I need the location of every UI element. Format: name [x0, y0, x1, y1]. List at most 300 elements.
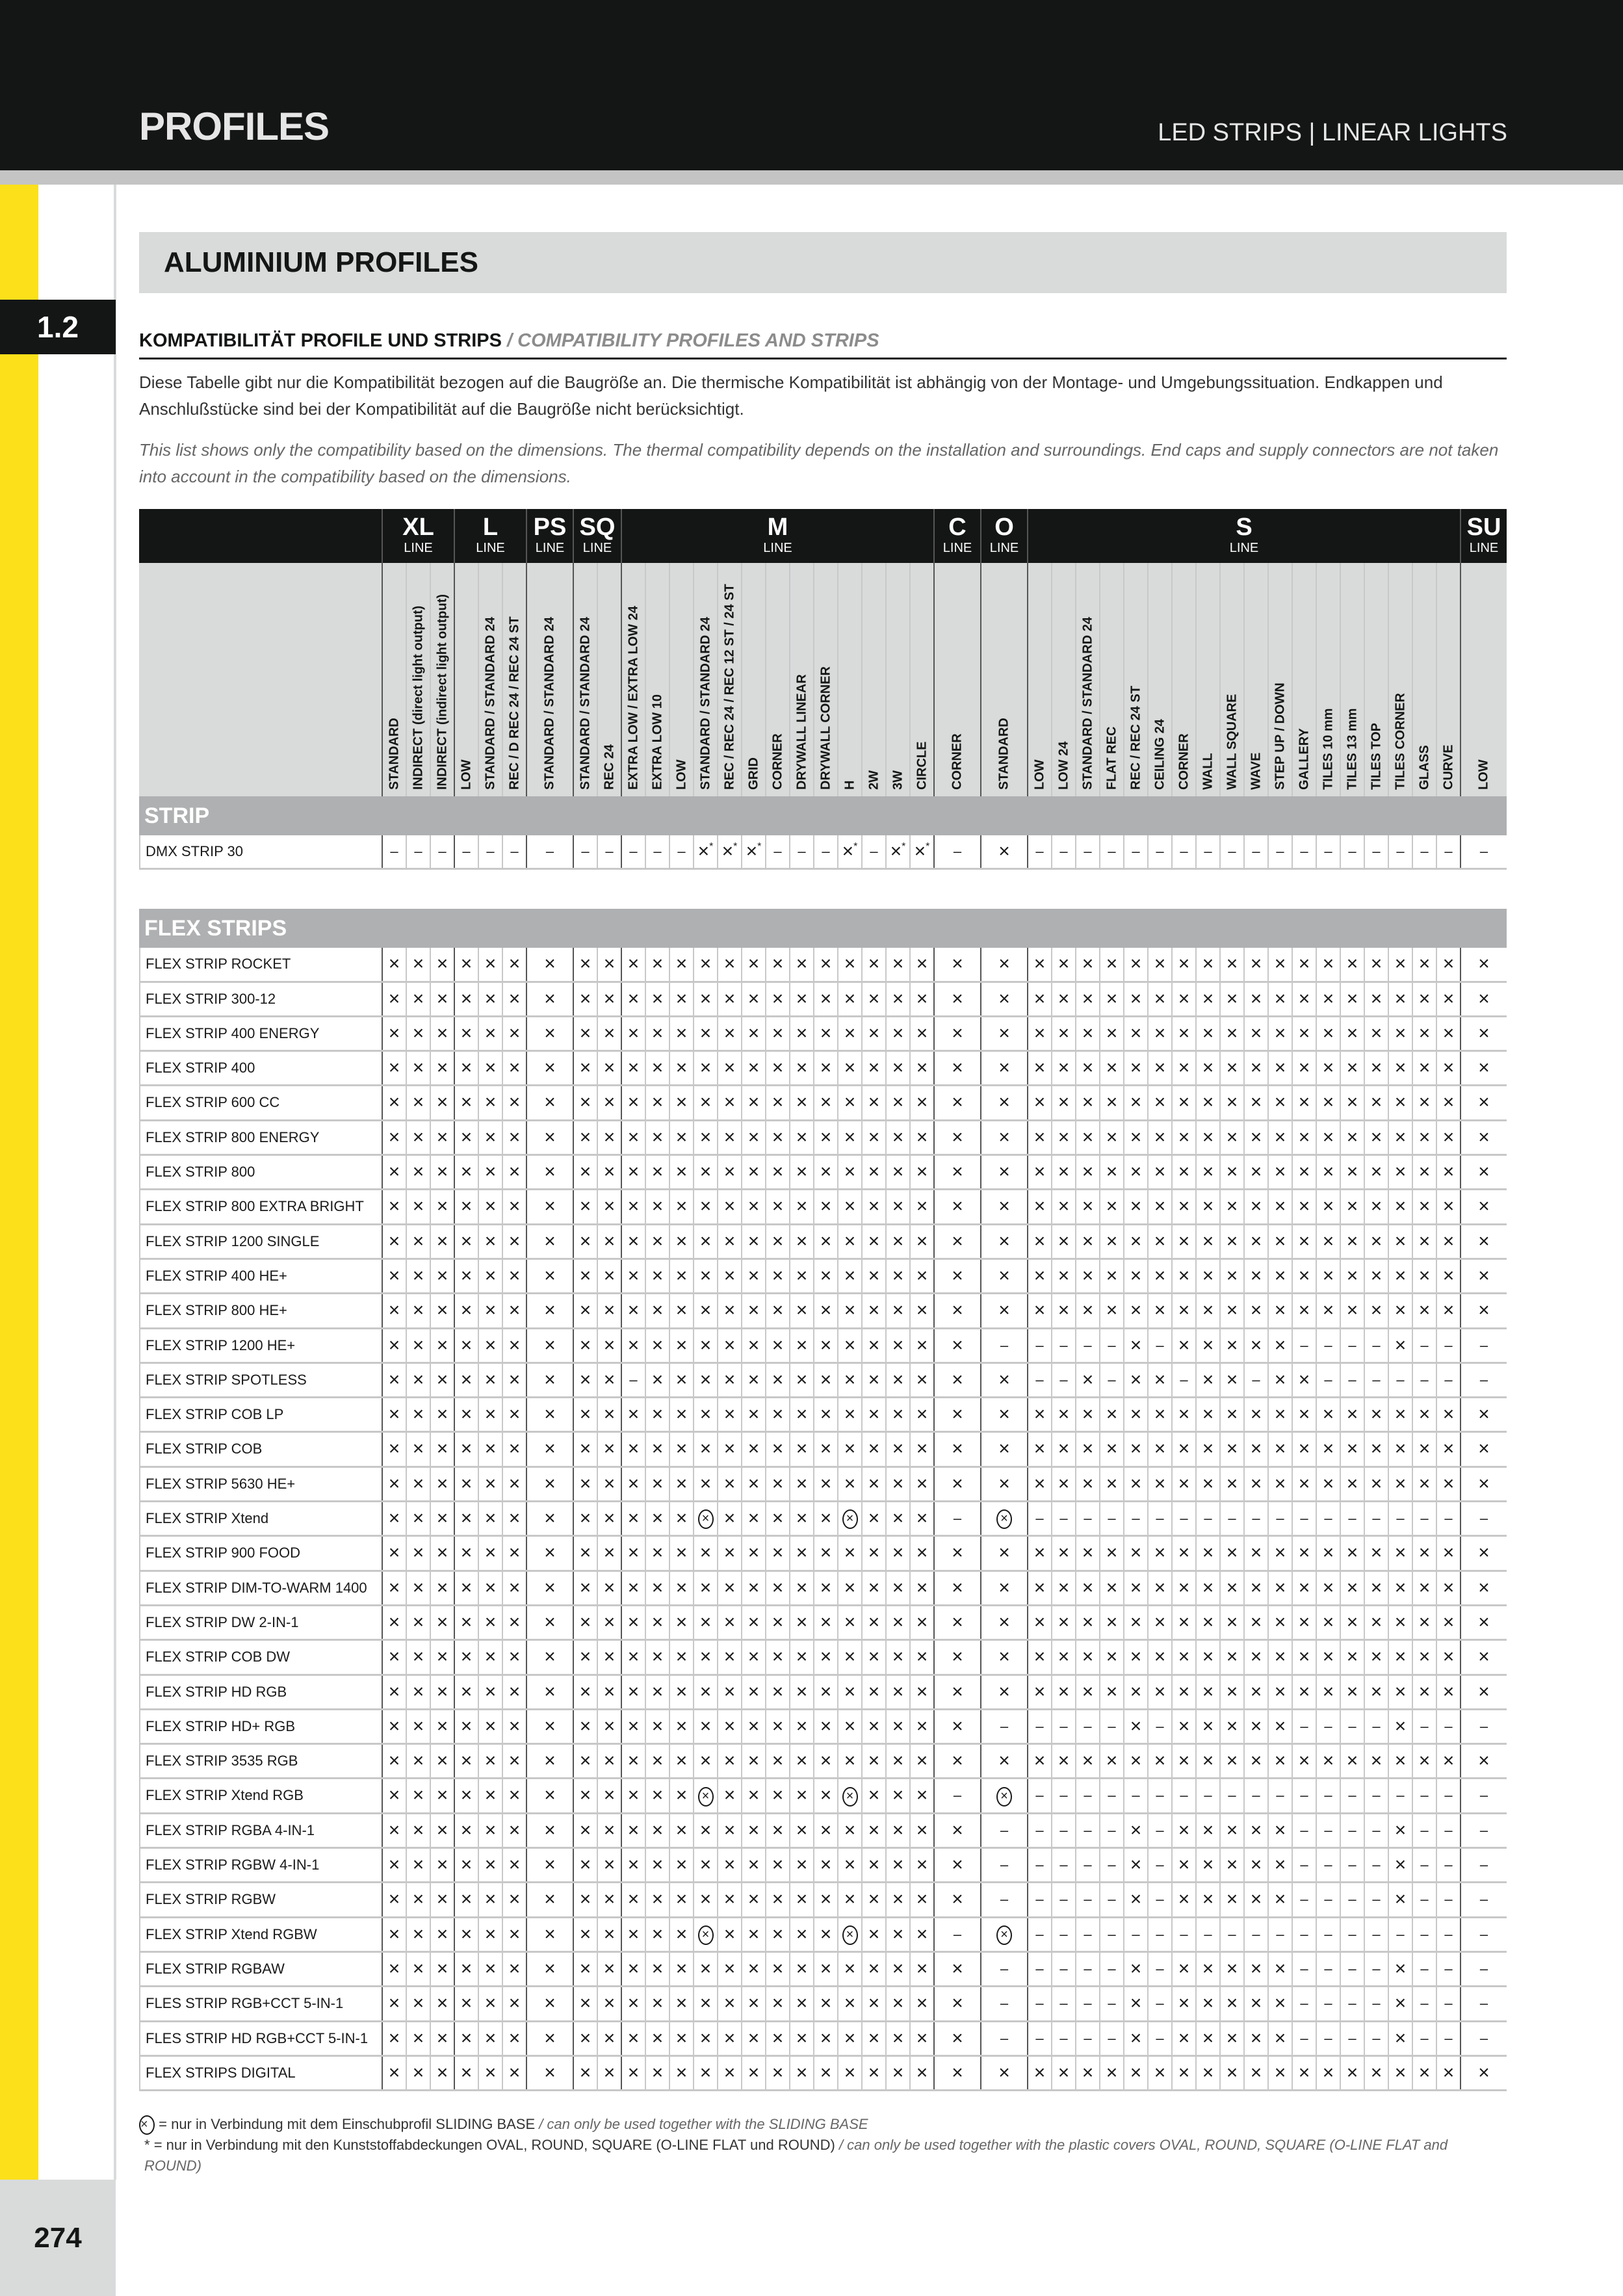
column-header-label: STANDARD	[387, 718, 401, 790]
compat-cell: ×	[885, 983, 909, 1015]
compat-cell: ×	[406, 1190, 430, 1223]
group-name: L	[482, 514, 499, 541]
compat-cell: ×	[669, 1502, 693, 1535]
compat-cell: ×	[1460, 1225, 1507, 1258]
compat-cell: ×	[454, 1710, 478, 1743]
compat-cell: ×	[1292, 1294, 1316, 1327]
compat-cell: ×	[1123, 1398, 1147, 1431]
compat-cell: ×	[861, 1433, 885, 1465]
compat-cell: ×	[1051, 1572, 1075, 1604]
column-header	[1099, 563, 1123, 796]
compat-cell: ×	[454, 1156, 478, 1188]
compat-cell: ×	[430, 1052, 454, 1084]
compat-cell: ×	[406, 1294, 430, 1327]
compat-cell: ×	[1147, 1121, 1171, 1154]
compat-cell: ×	[1243, 1814, 1267, 1847]
compat-cell: –	[1436, 1918, 1460, 1951]
compat-cell: ×	[717, 1121, 741, 1154]
compat-cell: –	[1364, 1779, 1388, 1812]
compat-cell: ×	[1123, 1572, 1147, 1604]
row-label: FLEX STRIP 3535 RGB	[139, 1745, 382, 1777]
compat-cell: ×	[502, 2057, 526, 2089]
column-header	[765, 563, 789, 796]
compat-cell: ×	[382, 1814, 406, 1847]
compat-cell: –	[1316, 1814, 1340, 1847]
compat-cell: ×	[741, 1156, 765, 1188]
column-header	[1171, 563, 1195, 796]
row-label: FLEX STRIP Xtend RGBW	[139, 1918, 382, 1951]
compat-cell: ×	[1243, 1225, 1267, 1258]
compat-cell: ×	[1171, 1121, 1195, 1154]
compat-cell: ×	[502, 1502, 526, 1535]
compat-cell: ×	[1171, 1606, 1195, 1639]
compat-cell: ×	[717, 1086, 741, 1119]
compatibility-heading	[139, 330, 1507, 359]
compat-cell: ×	[909, 1641, 933, 1673]
column-header	[597, 563, 621, 796]
compat-cell: ×	[1243, 1676, 1267, 1708]
group-name: PS	[533, 514, 567, 541]
compat-cell: ×	[621, 1953, 645, 1985]
compat-cell: ×	[885, 2057, 909, 2089]
compat-cell: ×	[1075, 1641, 1099, 1673]
compat-cell: ×	[1340, 1156, 1364, 1188]
compat-cell: ×	[717, 1017, 741, 1050]
row-label: FLEX STRIP COB DW	[139, 1641, 382, 1673]
compat-cell: ×	[406, 1433, 430, 1465]
compat-cell: –	[1388, 1364, 1412, 1396]
column-header-label: REC / REC 24 ST	[1128, 685, 1143, 790]
compat-cell: –	[1412, 1710, 1436, 1743]
column-header-label: TILES TOP	[1369, 723, 1383, 790]
compat-cell: ×	[1195, 1086, 1219, 1119]
group-sub: LINE	[1229, 541, 1259, 555]
compat-cell: ×	[1243, 1641, 1267, 1673]
compat-cell: ×	[765, 1745, 789, 1777]
compat-cell: ×	[645, 1260, 669, 1292]
compat-cell: ×	[1316, 948, 1340, 980]
compat-cell: ×	[1195, 1294, 1219, 1327]
compat-cell: ×	[1171, 1052, 1195, 1084]
compat-cell: ×	[502, 1641, 526, 1673]
compat-cell: ×	[1412, 1225, 1436, 1258]
compat-cell: ×	[430, 1433, 454, 1465]
compat-cell: ×	[837, 1883, 861, 1916]
compat-cell: ×	[478, 1329, 502, 1362]
compat-cell: ×	[741, 1676, 765, 1708]
compat-cell: ×	[430, 1987, 454, 2020]
compat-cell: ×	[885, 1433, 909, 1465]
compat-cell: –	[1412, 1502, 1436, 1535]
compat-cell: ×	[837, 1676, 861, 1708]
compat-cell: –	[1340, 1918, 1364, 1951]
compat-cell: ×	[406, 1918, 430, 1951]
compat-cell: ×	[980, 1676, 1027, 1708]
compat-cell: ×	[597, 1606, 621, 1639]
compat-cell: ×	[1436, 1433, 1460, 1465]
compat-cell: ×	[933, 1814, 980, 1847]
compat-cell: ×	[1316, 1017, 1340, 1050]
compat-cell: ×	[1075, 1676, 1099, 1708]
compat-cell: ×	[526, 1468, 573, 1500]
compat-cell: ×	[502, 1121, 526, 1154]
compat-cell: ×	[765, 1953, 789, 1985]
compat-cell: ×	[1219, 1537, 1243, 1569]
compat-cell: ×	[406, 1398, 430, 1431]
compat-cell: ×	[621, 983, 645, 1015]
compat-cell: ×	[1292, 1052, 1316, 1084]
compat-cell: ×	[454, 1329, 478, 1362]
compat-cell: ×	[1412, 1537, 1436, 1569]
compat-cell: ×	[1292, 1260, 1316, 1292]
compat-cell: ×	[430, 1572, 454, 1604]
compat-cell: –	[1436, 2022, 1460, 2055]
compat-cell: ×	[1316, 1121, 1340, 1154]
compat-cell: –	[1027, 1953, 1051, 1985]
compatibility-table	[139, 509, 1507, 2091]
compat-cell: –	[1436, 1710, 1460, 1743]
compat-cell: –	[1316, 1883, 1340, 1916]
compat-cell: –	[1436, 1364, 1460, 1396]
compat-cell: ×	[1340, 1294, 1364, 1327]
compat-cell: ×	[909, 1398, 933, 1431]
compat-cell: ×	[1147, 1017, 1171, 1050]
compat-cell: ×	[1267, 1537, 1292, 1569]
compat-cell: ×	[430, 1606, 454, 1639]
compat-cell: ×	[717, 1156, 741, 1188]
compat-cell: ×	[382, 1017, 406, 1050]
compat-cell: –	[1364, 2022, 1388, 2055]
compat-cell: ×	[861, 2057, 885, 2089]
compat-cell: ×	[382, 1537, 406, 1569]
compat-cell: ×	[1436, 1398, 1460, 1431]
compat-cell: ×	[406, 1329, 430, 1362]
column-header-label: CEILING 24	[1152, 719, 1167, 790]
compat-cell: ×	[573, 1502, 597, 1535]
compat-cell: –	[1364, 1883, 1388, 1916]
compat-cell: ×	[1195, 1156, 1219, 1188]
compat-cell: ×	[789, 1779, 813, 1812]
compat-cell: –	[621, 1364, 645, 1396]
compat-cell: ×	[597, 1017, 621, 1050]
compat-cell: ×	[645, 1676, 669, 1708]
compat-cell: ×	[1219, 1745, 1243, 1777]
compat-cell: ×	[765, 2022, 789, 2055]
compat-cell: ×	[909, 1052, 933, 1084]
compat-cell: ×	[980, 1294, 1027, 1327]
compat-cell: ×	[1292, 983, 1316, 1015]
compat-cell: ×	[621, 1086, 645, 1119]
compat-cell: ×	[885, 948, 909, 980]
compat-cell: ×	[478, 1918, 502, 1951]
compat-cell: ×	[909, 1987, 933, 2020]
compat-cell: ×	[454, 1364, 478, 1396]
compat-cell: ×	[813, 1364, 837, 1396]
compat-cell: ×	[454, 1537, 478, 1569]
compat-cell: ×	[1051, 1294, 1075, 1327]
compat-cell: ×	[1075, 1606, 1099, 1639]
compat-cell: –	[1340, 1987, 1364, 2020]
compat-cell: –	[1460, 835, 1507, 868]
compat-cell: ×	[741, 1086, 765, 1119]
compat-cell: ×	[1243, 1468, 1267, 1500]
compat-cell: ×	[573, 1953, 597, 1985]
compat-cell: ×	[1051, 1225, 1075, 1258]
compat-cell: ×	[741, 1883, 765, 1916]
compat-cell: ×	[1123, 1814, 1147, 1847]
compat-cell: ×	[1075, 1086, 1099, 1119]
compat-cell: ×	[933, 1052, 980, 1084]
compat-cell: ×	[1460, 1260, 1507, 1292]
compat-cell: ×	[1460, 1572, 1507, 1604]
compat-cell: ×	[382, 1225, 406, 1258]
compat-cell: ×	[933, 1883, 980, 1916]
header-band	[0, 0, 1623, 170]
compat-cell: ×	[933, 983, 980, 1015]
compat-cell: ×	[933, 2022, 980, 2055]
compat-cell: –	[669, 835, 693, 868]
compat-cell: –	[1075, 835, 1099, 868]
compat-cell: ×	[1027, 1225, 1051, 1258]
compat-cell: –	[1099, 1710, 1123, 1743]
compat-cell: –	[1147, 1953, 1171, 1985]
compat-cell: ×	[789, 1849, 813, 1881]
compat-cell: –	[1436, 1329, 1460, 1362]
column-header-label: REC / D REC 24 / REC 24 ST	[507, 616, 521, 790]
compat-cell: –	[1292, 2022, 1316, 2055]
compat-cell: ×	[813, 1987, 837, 2020]
compat-cell: ×	[1195, 1537, 1219, 1569]
compat-cell: ×	[837, 1987, 861, 2020]
column-header-label: LOW	[1476, 759, 1491, 790]
compat-cell: –	[1364, 1814, 1388, 1847]
compat-cell: ×	[573, 983, 597, 1015]
compat-cell: –	[1027, 1849, 1051, 1881]
compat-cell: ×	[454, 1987, 478, 2020]
compat-cell: –	[1099, 1364, 1123, 1396]
compat-cell: ×	[454, 1468, 478, 1500]
row-label: FLEX STRIP Xtend	[139, 1502, 382, 1535]
compat-cell: ×	[1075, 1294, 1099, 1327]
compat-cell: ×	[837, 1052, 861, 1084]
compat-cell: ×	[1412, 1260, 1436, 1292]
compat-cell: ×	[1051, 948, 1075, 980]
compat-cell: ×	[1388, 1017, 1412, 1050]
compat-cell: ×	[741, 1953, 765, 1985]
compat-cell: ×	[789, 1329, 813, 1362]
compat-cell: –	[454, 835, 478, 868]
compat-cell: ×	[382, 948, 406, 980]
compat-cell: ×	[933, 1329, 980, 1362]
compat-cell: ×	[1243, 1052, 1267, 1084]
compat-cell: ×	[526, 1572, 573, 1604]
section-header-flex-strips: FLEX STRIPS	[139, 909, 1507, 948]
compat-cell: ×	[741, 1052, 765, 1084]
compat-cell: ×	[526, 983, 573, 1015]
compat-cell: –	[1340, 1364, 1364, 1396]
table-row	[139, 1364, 1507, 1398]
compat-cell: ×	[526, 1918, 573, 1951]
compat-cell: ×	[1267, 2022, 1292, 2055]
compat-cell: –	[1292, 1710, 1316, 1743]
compat-cell: ×	[837, 2057, 861, 2089]
compat-cell: ×	[1460, 1294, 1507, 1327]
compat-cell: ×	[1243, 1710, 1267, 1743]
compat-cell: –	[980, 1814, 1027, 1847]
table-row	[139, 1121, 1507, 1156]
compat-cell: ×	[1364, 1398, 1388, 1431]
compat-cell: ×	[1267, 1225, 1292, 1258]
column-header-label: WALL SQUARE	[1225, 694, 1239, 790]
compat-cell: ×	[717, 1572, 741, 1604]
compat-cell: ×	[526, 1190, 573, 1223]
compat-cell: ×	[502, 1294, 526, 1327]
compat-cell: ×	[909, 1156, 933, 1188]
compat-cell: ×	[669, 1121, 693, 1154]
compat-cell: ×	[765, 1676, 789, 1708]
compat-cell: ×	[1388, 1398, 1412, 1431]
compat-cell: ×	[1075, 1537, 1099, 1569]
compat-cell: ×*	[693, 835, 717, 868]
compat-cell: ×	[765, 1537, 789, 1569]
compat-cell: ×	[430, 948, 454, 980]
compat-cell	[837, 1779, 861, 1812]
compat-cell: ×	[645, 1502, 669, 1535]
compat-cell: ×	[909, 2057, 933, 2089]
compat-cell: ×	[861, 1537, 885, 1569]
column-header-label: LOW 24	[1056, 741, 1071, 790]
compat-cell: ×	[861, 1710, 885, 1743]
compat-cell: ×	[1219, 1572, 1243, 1604]
row-label: FLEX STRIP Xtend RGB	[139, 1779, 382, 1812]
compat-cell: ×	[717, 1745, 741, 1777]
compat-cell: ×	[861, 1329, 885, 1362]
compat-cell: ×	[1364, 1156, 1388, 1188]
compat-cell: ×	[1436, 1086, 1460, 1119]
compat-cell: ×	[1267, 1745, 1292, 1777]
compat-cell: –	[1147, 2022, 1171, 2055]
compat-cell: –	[1316, 1710, 1340, 1743]
row-label: FLEX STRIP RGBW 4-IN-1	[139, 1849, 382, 1881]
compat-cell: ×	[597, 1849, 621, 1881]
compat-cell: ×	[430, 1779, 454, 1812]
compat-cell: ×	[717, 1849, 741, 1881]
compat-cell: –	[1243, 835, 1267, 868]
compat-cell: ×	[765, 1017, 789, 1050]
compat-cell: ×	[1340, 1745, 1364, 1777]
compat-cell: ×	[885, 1468, 909, 1500]
compat-cell: ×	[909, 1260, 933, 1292]
compat-cell: ×	[1099, 1086, 1123, 1119]
compat-cell: ×	[621, 1398, 645, 1431]
compat-cell: –	[1123, 1918, 1147, 1951]
compat-cell: ×	[1195, 1468, 1219, 1500]
compat-cell: ×	[789, 1883, 813, 1916]
compat-cell: ×	[765, 1779, 789, 1812]
compat-cell: ×	[1195, 1190, 1219, 1223]
compat-cell: –	[1075, 1918, 1099, 1951]
compat-cell: ×	[885, 1017, 909, 1050]
compat-cell: ×	[669, 1745, 693, 1777]
compat-cell: ×	[813, 1641, 837, 1673]
compat-cell: ×	[693, 1398, 717, 1431]
compat-cell: ×	[1316, 1641, 1340, 1673]
compat-cell: ×	[933, 1260, 980, 1292]
compat-cell: ×	[1316, 1086, 1340, 1119]
compat-cell: ×	[502, 1953, 526, 1985]
compat-cell: ×	[502, 1052, 526, 1084]
column-header	[693, 563, 717, 796]
compat-cell: ×	[454, 1883, 478, 1916]
compat-cell: ×	[1243, 2022, 1267, 2055]
compat-cell: ×	[693, 1676, 717, 1708]
compat-cell: ×	[1171, 1745, 1195, 1777]
compat-cell: –	[1436, 1814, 1460, 1847]
compat-cell: ×	[454, 1294, 478, 1327]
column-header	[1147, 563, 1171, 796]
compat-cell: –	[789, 835, 813, 868]
column-header-label: WALL	[1201, 753, 1215, 790]
compat-cell: ×	[1316, 1676, 1340, 1708]
compat-cell: –	[1147, 1779, 1171, 1812]
group-sub: LINE	[942, 541, 972, 555]
compat-cell: –	[1027, 1502, 1051, 1535]
compat-cell: ×	[1436, 1537, 1460, 1569]
compat-cell: ×	[597, 1364, 621, 1396]
compat-cell: ×	[1340, 1190, 1364, 1223]
compat-cell: ×	[1123, 1745, 1147, 1777]
compat-cell: –	[1412, 1814, 1436, 1847]
compat-cell: ×	[430, 1086, 454, 1119]
compat-cell: ×	[621, 1676, 645, 1708]
compat-cell: ×	[526, 1225, 573, 1258]
column-header-label: INDIRECT (indirect light output)	[435, 594, 449, 790]
compat-cell: ×	[885, 1745, 909, 1777]
compat-cell: ×	[980, 1745, 1027, 1777]
compat-cell: ×	[1051, 1537, 1075, 1569]
compat-cell: ×	[430, 1017, 454, 1050]
compat-cell: ×	[837, 1745, 861, 1777]
group-name: SU	[1466, 514, 1501, 541]
column-header	[1364, 563, 1388, 796]
compat-cell: ×	[693, 1121, 717, 1154]
compat-cell: ×	[933, 1433, 980, 1465]
compat-cell: ×	[789, 1052, 813, 1084]
compat-cell: ×	[478, 1883, 502, 1916]
compat-cell: ×	[597, 948, 621, 980]
compat-cell: ×	[1267, 1398, 1292, 1431]
table-row	[139, 1502, 1507, 1537]
row-label: FLEX STRIP 800	[139, 1156, 382, 1188]
compat-cell: ×	[1075, 1745, 1099, 1777]
group-sub: LINE	[476, 541, 505, 555]
compat-cell: ×	[526, 1710, 573, 1743]
compat-cell: –	[1292, 1502, 1316, 1535]
compat-cell: ×	[526, 2057, 573, 2089]
compat-cell: –	[1316, 2022, 1340, 2055]
circled-x-icon: ×	[698, 1925, 714, 1945]
compat-cell: ×	[621, 1433, 645, 1465]
compat-cell: ×	[717, 1364, 741, 1396]
column-header	[1243, 563, 1267, 796]
column-header-label: STANDARD	[996, 718, 1011, 790]
compat-cell: ×	[1219, 1017, 1243, 1050]
column-header-label: EXTRA LOW 10	[650, 694, 664, 790]
compat-cell: ×	[1219, 1364, 1243, 1396]
column-header	[1292, 563, 1316, 796]
compat-cell: ×	[1051, 1433, 1075, 1465]
compat-cell: ×	[1267, 2057, 1292, 2089]
